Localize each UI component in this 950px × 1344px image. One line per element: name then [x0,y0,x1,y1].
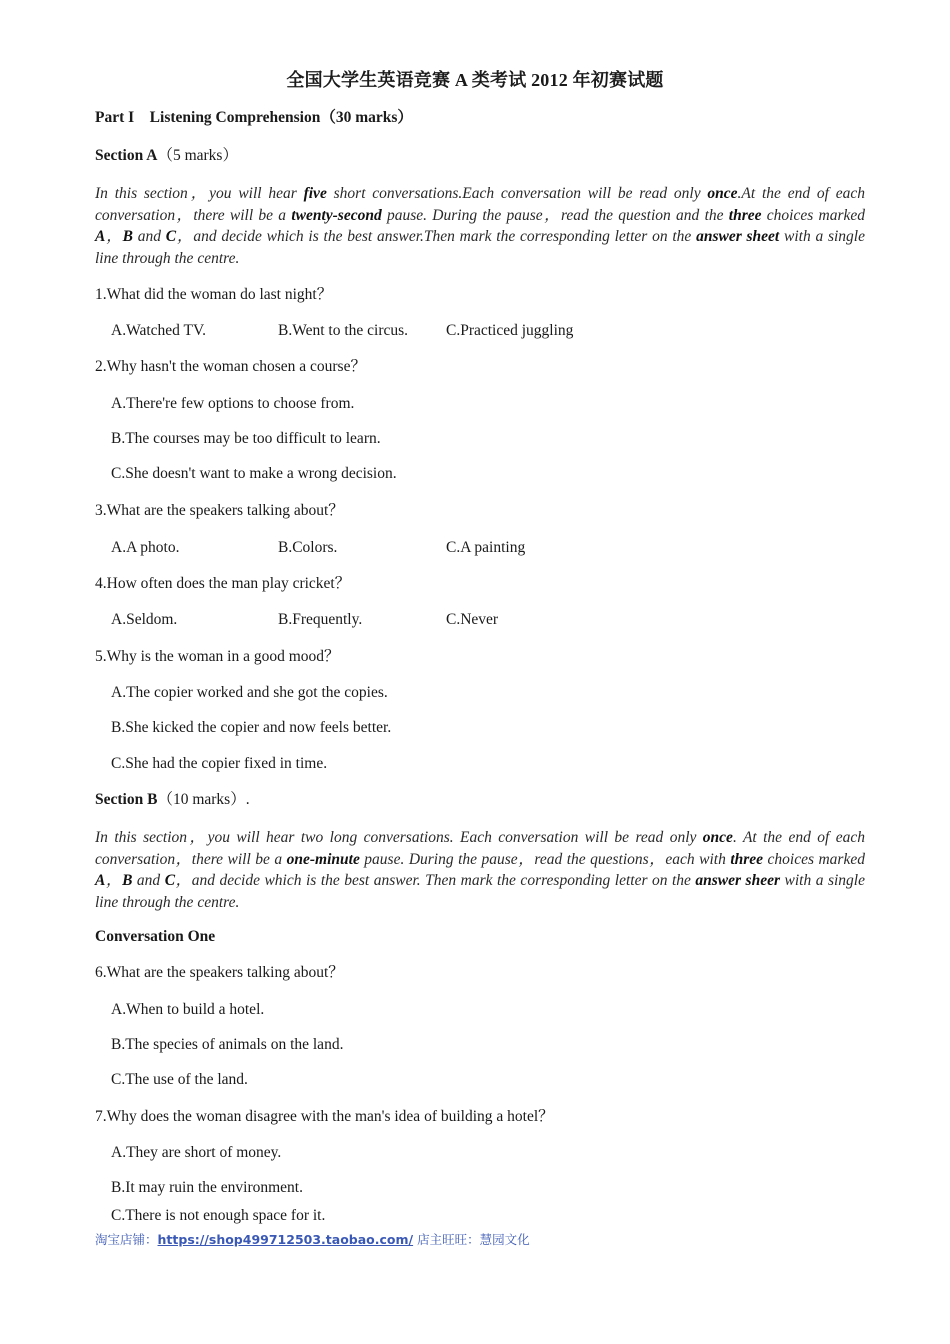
section-b-label: Section B [95,791,158,808]
section-b-instructions: In this section，you will hear two long conversations. Each conversation will be read only once. At the end of each conversation，there will be a one-minute pause. During the pause，read the questions，each with three choices marked A，B and C，and decide which is the best answer. Then mark the corresponding letter on the answer sheer with a single line through the centre. [95,829,865,911]
question-5: 5.Why is the woman in a good mood？ [95,648,340,665]
q1-option-a: A.Watched TV. [111,322,207,339]
question-2: 2.Why hasn't the woman chosen a course？ [95,358,366,375]
q3-option-c: C.A painting [446,539,526,556]
footer-suffix: 店主旺旺：慧园文化 [413,1232,530,1247]
q2-option-a: A.There're few options to choose from. [111,395,355,412]
q1-option-c: C.Practiced juggling [446,322,574,339]
section-a-label: Section A [95,147,158,164]
part-heading [95,108,413,128]
section-a-marks: （5 marks） [157,147,238,164]
question-7: 7.Why does the woman disagree with the man's idea of building a hotel？ [95,1108,554,1125]
section-b-heading [95,790,250,810]
question-1: 1.What did the woman do last night？ [95,286,333,303]
q5-option-c: C.She had the copier fixed in time. [111,755,328,772]
q2-option-c: C.She doesn't want to make a wrong decision. [111,465,397,482]
footer-shop-info [95,1230,530,1248]
question-6: 6.What are the speakers talking about？ [95,964,344,981]
section-b-marks: （10 marks）. [157,791,250,808]
q6-option-c: C.The use of the land. [111,1071,248,1088]
q6-option-a: A.When to build a hotel. [111,1001,265,1018]
q2-option-b: B.The courses may be too difficult to learn. [111,430,381,447]
section-a-heading [95,146,238,166]
q7-option-b: B.It may ruin the environment. [111,1179,303,1196]
q6-option-b: B.The species of animals on the land. [111,1036,344,1053]
conversation-heading: Conversation One [95,928,216,945]
q7-option-c: C.There is not enough space for it. [111,1207,326,1224]
section-a-instructions: In this section，you will hear five short conversations.Each conversation will be read only once.At the end of each conversation，there will be a twenty-second pause. During the pause，read the question and the three choices marked A，B and C，and decide which is the best answer.Then mark the corresponding letter on the answer sheet with a single line through the centre. [95,185,866,267]
q4-option-a: A.Seldom. [111,611,178,628]
q1-option-b: B.Went to the circus. [278,322,409,339]
shop-link[interactable]: https://shop499712503.taobao.com/ [157,1232,414,1247]
q5-option-b: B.She kicked the copier and now feels better. [111,719,392,736]
q5-option-a: A.The copier worked and she got the copies. [111,684,388,701]
q3-option-b: B.Colors. [278,539,338,556]
q3-option-a: A.A photo. [111,539,180,556]
page-title: 全国大学生英语竞赛 A 类考试 2012 年初赛试题 [286,70,664,90]
q4-option-b: B.Frequently. [278,611,363,628]
part-name: Listening Comprehension [149,109,321,126]
q4-option-c: C.Never [446,611,499,628]
question-4: 4.How often does the man play cricket？ [95,575,351,592]
question-3: 3.What are the speakers talking about？ [95,502,344,519]
part-marks: （30 marks） [320,109,413,126]
part-label: Part I [95,109,135,126]
q7-option-a: A.They are short of money. [111,1144,282,1161]
footer-prefix: 淘宝店铺： [95,1232,158,1247]
